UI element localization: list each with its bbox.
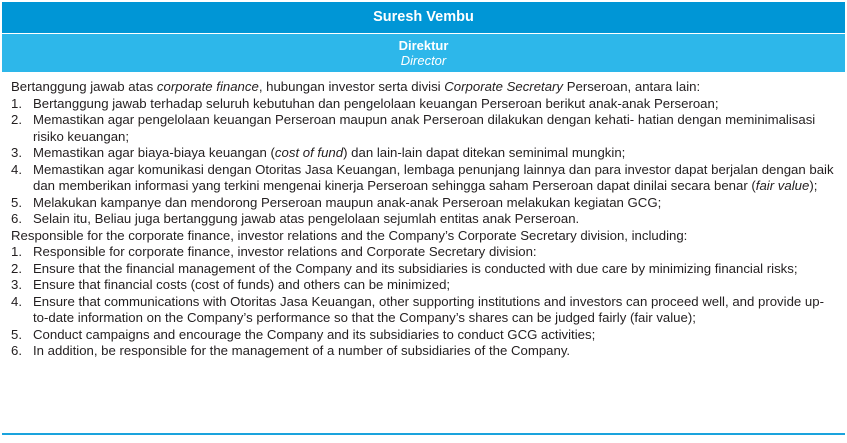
- item-number: 1.: [11, 244, 22, 259]
- list-item: [11, 145, 837, 162]
- english-list: [11, 244, 837, 360]
- intro-text: Perseroan, antara lain:: [563, 79, 701, 94]
- list-item: [11, 343, 837, 360]
- item-number: 1.: [11, 95, 22, 111]
- list-item: [11, 244, 837, 261]
- item-text: Ensure that the financial management of the Company and its subsidiaries is conducted with due care by minimizing financial risks;: [33, 260, 798, 276]
- item-text: Melakukan kampanye dan mendorong Perseroan maupun anak-anak Perseroan melakukan kegiatan GCG;: [33, 194, 662, 210]
- item-text: Selain itu, Beliau juga bertanggung jawab atas pengelolaan sejumlah entitas anak Perseroan.: [33, 211, 580, 226]
- item-text: Responsible for corporate finance, investor relations and Corporate Secretary division:: [33, 244, 537, 259]
- list-item: [11, 277, 837, 294]
- item-number: 2.: [11, 112, 22, 127]
- item-number: 5.: [11, 326, 22, 342]
- name-header: [2, 2, 845, 33]
- intro-emphasis: corporate finance: [156, 79, 259, 94]
- person-name: Suresh Vembu: [373, 9, 474, 25]
- intro-text: , hubungan investor serta divisi: [258, 79, 445, 94]
- list-item: [11, 112, 837, 145]
- item-text: Memastikan agar pengelolaan keuangan Perseroan maupun anak Perseroan dilakukan dengan kehati- hatian dengan meminimalisasi risiko keuangan;: [33, 112, 816, 144]
- position-header: [2, 34, 845, 72]
- responsibilities-content: [2, 72, 845, 360]
- item-number: 4.: [11, 293, 22, 309]
- item-number: 6.: [11, 211, 22, 226]
- position-title-indonesian: Direktur: [398, 38, 449, 53]
- indonesian-list: [11, 96, 837, 228]
- item-number: 4.: [11, 161, 22, 177]
- item-text-part: );: [809, 178, 818, 193]
- item-text: [33, 162, 837, 195]
- list-item: [11, 261, 837, 278]
- profile-card: [2, 2, 845, 435]
- intro-english: Responsible for the corporate finance, investor relations and the Company’s Corporate Secretary division, including:: [11, 227, 688, 243]
- intro-text: Bertanggung jawab atas: [11, 79, 157, 94]
- item-text: In addition, be responsible for the management of a number of subsidiaries of the Company.: [33, 343, 571, 358]
- intro-emphasis: Corporate Secretary: [444, 79, 564, 94]
- item-number: 6.: [11, 343, 22, 358]
- list-item: [11, 327, 837, 344]
- item-text-part: ) dan lain-lain dapat ditekan seminimal mungkin;: [343, 145, 626, 160]
- item-text: Conduct campaigns and encourage the Company and its subsidiaries to conduct GCG activities;: [33, 326, 596, 342]
- item-number: 3.: [11, 277, 22, 292]
- item-text-part: Memastikan agar biaya-biaya keuangan (: [33, 145, 275, 160]
- item-number: 5.: [11, 194, 22, 210]
- item-text: Ensure that financial costs (cost of funds) and others can be minimized;: [33, 277, 451, 292]
- position-title-english: Director: [400, 53, 447, 68]
- item-text: Bertanggung jawab terhadap seluruh kebutuhan dan pengelolaan keuangan Perseroan berikut anak-anak Perseroan;: [33, 95, 719, 111]
- list-item: [11, 294, 837, 327]
- list-item: [11, 211, 837, 228]
- list-item: [11, 96, 837, 113]
- item-text-part: Memastikan agar komunikasi dengan Otoritas Jasa Keuangan, lembaga penunjang lainnya dan para investor dapat berjalan dengan baik dan memberikan informasi yang terkini mengenai kinerja Perseroan sehingga saham Perseroan dapat dinilai secara benar (: [33, 161, 834, 193]
- intro-indonesian: [11, 79, 837, 96]
- item-number: 2.: [11, 260, 22, 276]
- list-item: [11, 195, 837, 212]
- item-text: Ensure that communications with Otoritas Jasa Keuangan, other supporting institutions and investors can proceed well, and provide up-to-date information on the Company’s performance so that the Company’s shares can be judged fairly (fair value);: [33, 293, 824, 325]
- list-item: [11, 162, 837, 195]
- item-text: [33, 145, 837, 162]
- item-emphasis: fair value: [755, 178, 810, 193]
- item-emphasis: cost of fund: [274, 145, 344, 160]
- item-number: 3.: [11, 145, 22, 160]
